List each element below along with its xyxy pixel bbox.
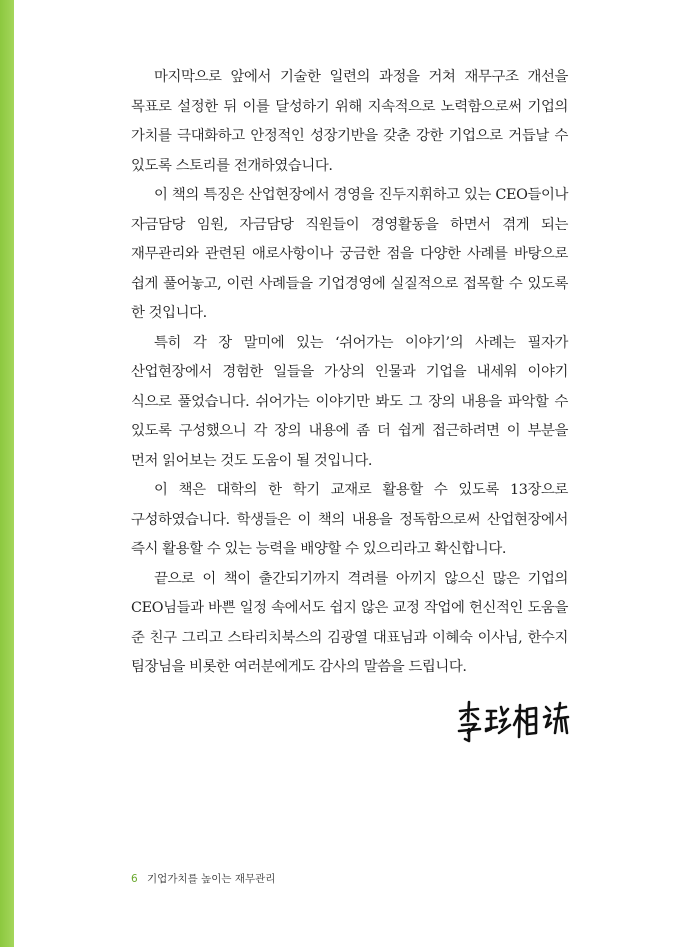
handwritten-signature xyxy=(456,697,572,747)
side-color-bar xyxy=(0,0,14,947)
paragraph: 이 책은 대학의 한 학기 교재로 활용할 수 있도록 13장으로 구성하였습니다. 학생들은 이 책의 내용을 정독함으로써 산업현장에서 즉시 활용할 수 있는 능력을 배양할 수 있으리라고 확신합니다. xyxy=(131,482,568,557)
running-title: 기업가치를 높이는 재무관리 xyxy=(147,873,276,885)
page-body xyxy=(131,63,568,683)
paragraph: 이 책의 특징은 산업현장에서 경영을 진두지휘하고 있는 CEO들이나 자금담당 임원, 자금담당 직원들이 경영활동을 하면서 겪게 되는 재무관리와 관련된 애로사항이나 궁금한 점을 다양한 사례를 바탕으로 쉽게 풀어놓고, 이런 사례들을 기업경영에 실질적으로 접목할 수 있도록 한 것입니다. xyxy=(131,187,568,321)
page-number: 6 xyxy=(131,873,138,885)
paragraph: 끝으로 이 책이 출간되기까지 격려를 아끼지 않으신 많은 기업의 CEO님들과 바쁜 일정 속에서도 쉽지 않은 교정 작업에 헌신적인 도움을 준 친구 그리고 스타리치북스의 김광열 대표님과 이혜숙 이사님, 한수지 팀장님을 비롯한 여러분에게도 감사의 말씀을 드립니다. xyxy=(131,570,568,675)
paragraph: 특히 각 장 말미에 있는 ‘쉬어가는 이야기’의 사례는 필자가 산업현장에서 경험한 일들을 가상의 인물과 기업을 내세워 이야기 식으로 풀었습니다. 쉬어가는 이야기만 봐도 그 장의 내용을 파악할 수 있도록 구성했으니 각 장의 내용에 좀 더 쉽게 접근하려면 이 부분을 먼저 읽어보는 것도 도움이 될 것입니다. xyxy=(131,334,568,469)
paragraph: 마지막으로 앞에서 기술한 일련의 과정을 거쳐 재무구조 개선을 목표로 설정한 뒤 이를 달성하기 위해 지속적으로 노력함으로써 기업의 가치를 극대화하고 안정적인 성장기반을 갖춘 강한 기업으로 거듭날 수 있도록 스토리를 전개하였습니다. xyxy=(131,69,568,174)
page-footer xyxy=(131,871,275,886)
